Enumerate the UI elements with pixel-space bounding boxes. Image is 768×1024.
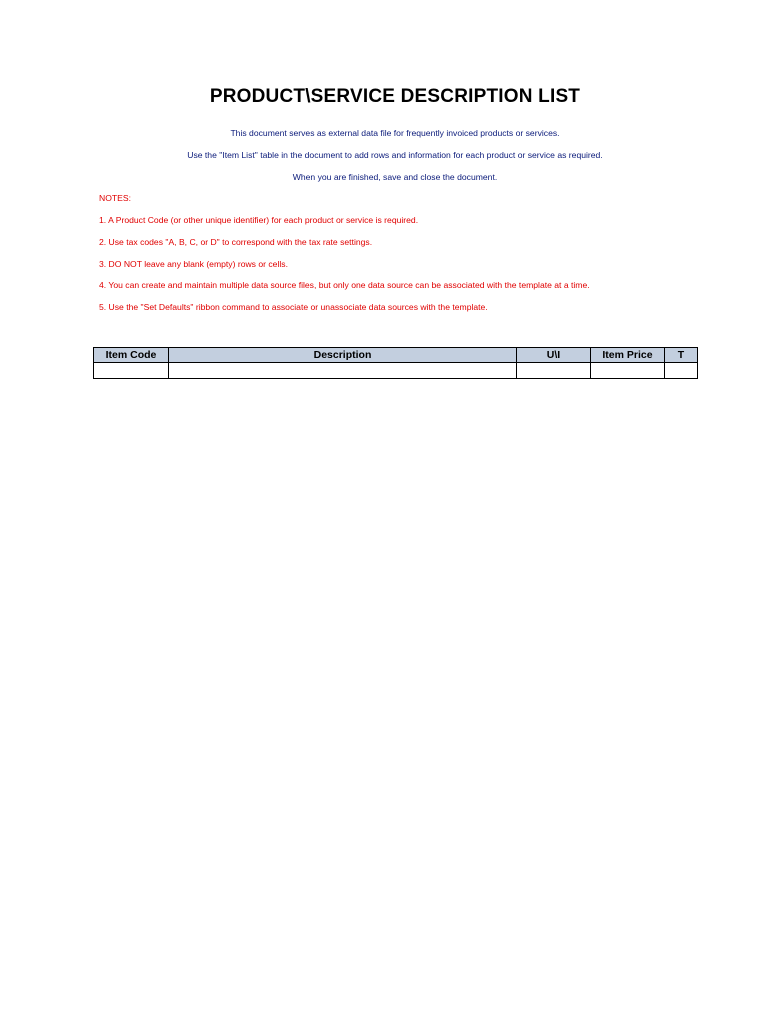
note-1: 1. A Product Code (or other unique identifier) for each product or service is required. [99, 215, 419, 225]
description-cell[interactable] [169, 363, 517, 379]
unit-cell[interactable] [517, 363, 591, 379]
intro-line-2: Use the "Item List" table in the document to add rows and information for each product or service as required. [187, 150, 603, 160]
table-row [94, 363, 698, 379]
item-list-table [93, 347, 698, 379]
table-header-row [94, 348, 698, 363]
note-2: 2. Use tax codes "A, B, C, or D" to correspond with the tax rate settings. [99, 237, 373, 247]
page-title: PRODUCT\SERVICE DESCRIPTION LIST [209, 86, 581, 107]
column-header-unit[interactable]: U\I [517, 348, 591, 363]
column-header-description[interactable]: Description [169, 348, 517, 363]
note-4: 4. You can create and maintain multiple data source files, but only one data source can be associated with the template at a time. [99, 280, 590, 290]
note-5: 5. Use the "Set Defaults" ribbon command to associate or unassociate data sources with the template. [99, 302, 488, 312]
tax-cell[interactable] [665, 363, 698, 379]
note-3: 3. DO NOT leave any blank (empty) rows or cells. [99, 259, 288, 269]
intro-line-3: When you are finished, save and close the document. [292, 172, 498, 182]
column-header-item-price[interactable]: Item Price [591, 348, 665, 363]
intro-line-1: This document serves as external data file for frequently invoiced products or services. [230, 128, 560, 138]
item-code-cell[interactable] [94, 363, 169, 379]
item-price-cell[interactable] [591, 363, 665, 379]
column-header-tax[interactable]: T [665, 348, 698, 363]
notes-label: NOTES: [99, 193, 131, 203]
column-header-item-code[interactable]: Item Code [94, 348, 169, 363]
